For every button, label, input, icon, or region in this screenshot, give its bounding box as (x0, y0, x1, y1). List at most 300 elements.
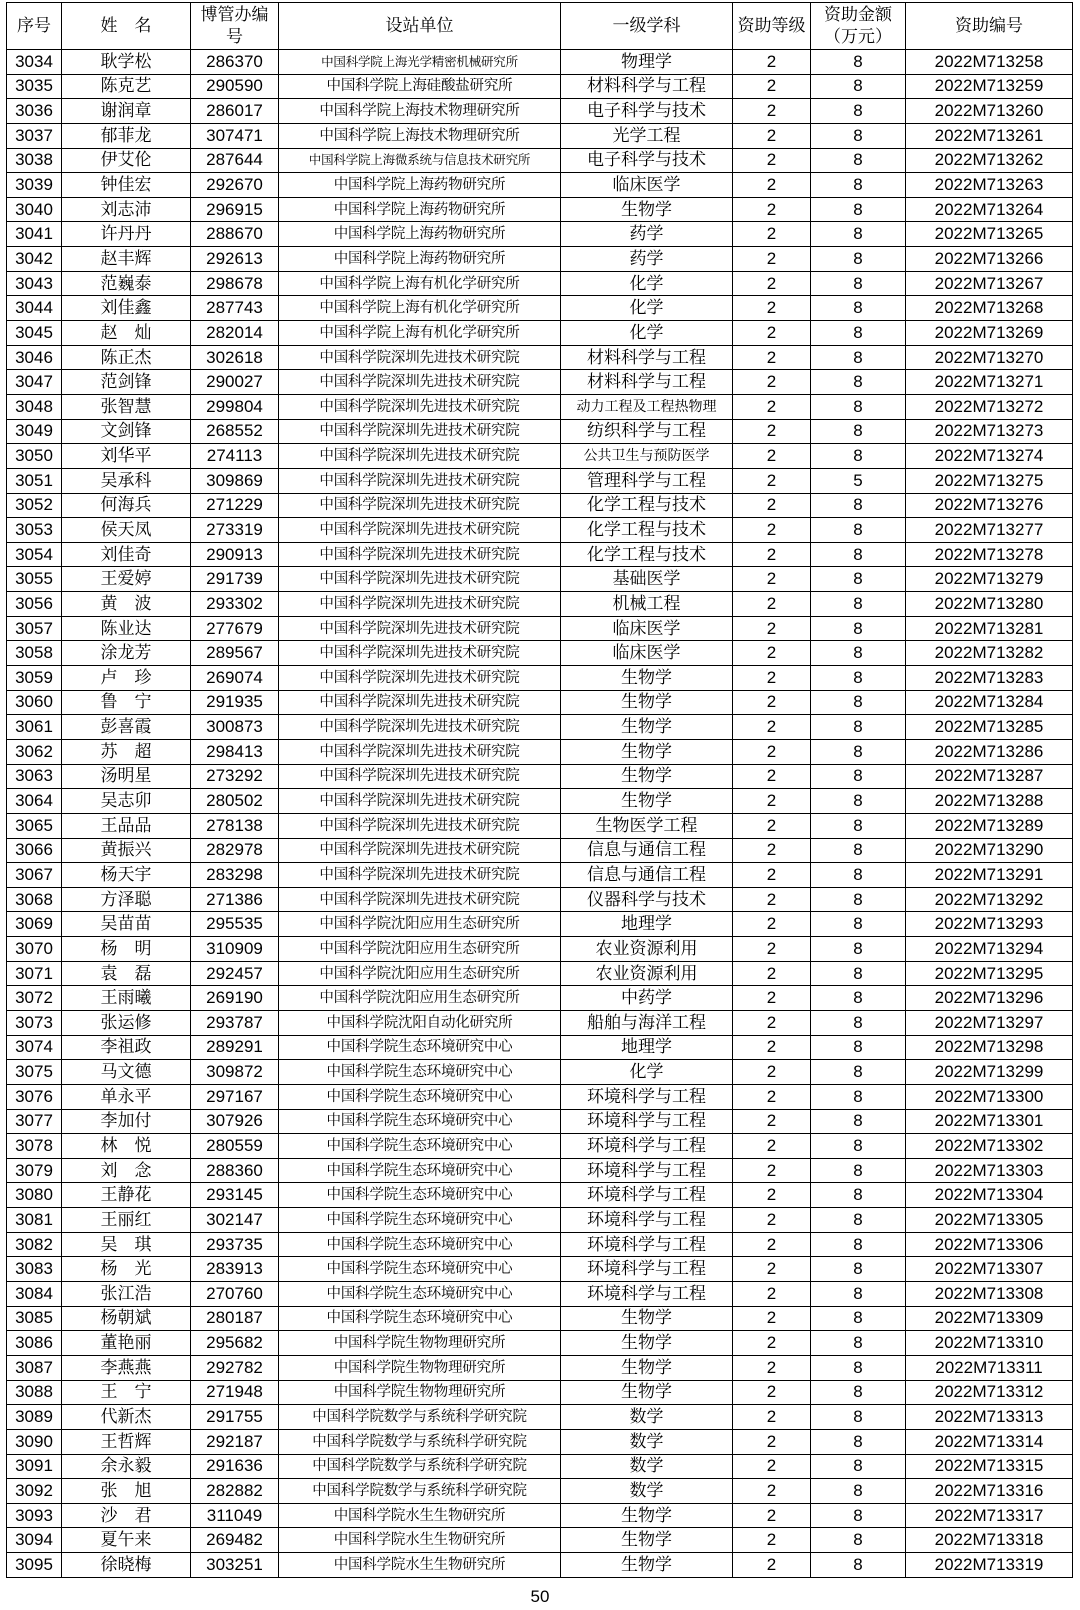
cell-seq: 3055 (7, 567, 62, 592)
cell-level: 2 (733, 74, 811, 99)
cell-name: 王品品 (62, 813, 191, 838)
table-row (7, 173, 1073, 198)
cell-code: 302147 (191, 1208, 279, 1233)
cell-amount: 8 (811, 271, 906, 296)
cell-grant: 2022M713278 (906, 542, 1073, 567)
cell-name: 张江浩 (62, 1282, 191, 1307)
cell-subject: 材料科学与工程 (561, 345, 733, 370)
cell-name: 范剑锋 (62, 370, 191, 395)
cell-name: 汤明星 (62, 764, 191, 789)
cell-code: 292613 (191, 247, 279, 272)
cell-unit: 中国科学院生态环境研究中心 (279, 1208, 561, 1233)
cell-subject: 化学 (561, 1060, 733, 1085)
table-row (7, 222, 1073, 247)
cell-seq: 3094 (7, 1528, 62, 1553)
cell-name: 王哲辉 (62, 1429, 191, 1454)
table-row (7, 99, 1073, 124)
cell-level: 2 (733, 1232, 811, 1257)
cell-name: 刘佳奇 (62, 542, 191, 567)
cell-name: 代新杰 (62, 1405, 191, 1430)
cell-unit: 中国科学院上海有机化学研究所 (279, 271, 561, 296)
cell-grant: 2022M713261 (906, 123, 1073, 148)
cell-code: 269482 (191, 1528, 279, 1553)
cell-amount: 8 (811, 690, 906, 715)
cell-amount: 8 (811, 912, 906, 937)
cell-amount: 8 (811, 1060, 906, 1085)
cell-level: 2 (733, 789, 811, 814)
cell-subject: 生物学 (561, 666, 733, 691)
cell-unit: 中国科学院上海药物研究所 (279, 222, 561, 247)
table-row (7, 394, 1073, 419)
cell-amount: 8 (811, 1503, 906, 1528)
cell-code: 293145 (191, 1183, 279, 1208)
cell-grant: 2022M713309 (906, 1306, 1073, 1331)
table-row (7, 50, 1073, 75)
cell-code: 280502 (191, 789, 279, 814)
cell-seq: 3046 (7, 345, 62, 370)
cell-grant: 2022M713299 (906, 1060, 1073, 1085)
cell-unit: 中国科学院上海药物研究所 (279, 197, 561, 222)
cell-amount: 8 (811, 739, 906, 764)
cell-level: 2 (733, 1429, 811, 1454)
cell-subject: 数学 (561, 1429, 733, 1454)
cell-code: 289291 (191, 1035, 279, 1060)
cell-name: 李祖政 (62, 1035, 191, 1060)
funding-table (6, 2, 1073, 1578)
cell-name: 董艳丽 (62, 1331, 191, 1356)
cell-name: 张运修 (62, 1010, 191, 1035)
cell-grant: 2022M713284 (906, 690, 1073, 715)
cell-unit: 中国科学院水生生物研究所 (279, 1528, 561, 1553)
cell-seq: 3080 (7, 1183, 62, 1208)
table-row (7, 641, 1073, 666)
cell-grant: 2022M713316 (906, 1479, 1073, 1504)
cell-subject: 化学 (561, 296, 733, 321)
cell-grant: 2022M713283 (906, 666, 1073, 691)
cell-grant: 2022M713275 (906, 468, 1073, 493)
cell-level: 2 (733, 444, 811, 469)
cell-unit: 中国科学院深圳先进技术研究院 (279, 715, 561, 740)
cell-name: 陈正杰 (62, 345, 191, 370)
header-code: 博管办编 号 (191, 3, 279, 50)
cell-subject: 化学工程与技术 (561, 518, 733, 543)
cell-amount: 8 (811, 838, 906, 863)
cell-grant: 2022M713274 (906, 444, 1073, 469)
cell-level: 2 (733, 813, 811, 838)
cell-seq: 3084 (7, 1282, 62, 1307)
cell-amount: 8 (811, 222, 906, 247)
cell-seq: 3044 (7, 296, 62, 321)
cell-name: 刘华平 (62, 444, 191, 469)
cell-unit: 中国科学院深圳先进技术研究院 (279, 592, 561, 617)
table-body (7, 50, 1073, 1578)
cell-amount: 8 (811, 961, 906, 986)
cell-name: 夏午来 (62, 1528, 191, 1553)
cell-unit: 中国科学院生态环境研究中心 (279, 1183, 561, 1208)
header-subject: 一级学科 (561, 3, 733, 50)
cell-code: 309872 (191, 1060, 279, 1085)
cell-amount: 8 (811, 641, 906, 666)
table-row (7, 715, 1073, 740)
table-row (7, 986, 1073, 1011)
cell-amount: 8 (811, 1257, 906, 1282)
cell-seq: 3071 (7, 961, 62, 986)
cell-code: 287743 (191, 296, 279, 321)
cell-name: 陈业达 (62, 616, 191, 641)
cell-grant: 2022M713286 (906, 739, 1073, 764)
cell-grant: 2022M713300 (906, 1084, 1073, 1109)
cell-grant: 2022M713258 (906, 50, 1073, 75)
table-row (7, 1282, 1073, 1307)
cell-amount: 8 (811, 247, 906, 272)
cell-unit: 中国科学院生态环境研究中心 (279, 1232, 561, 1257)
cell-level: 2 (733, 1134, 811, 1159)
cell-amount: 8 (811, 1429, 906, 1454)
cell-name: 吴 琪 (62, 1232, 191, 1257)
cell-unit: 中国科学院深圳先进技术研究院 (279, 468, 561, 493)
header-grant: 资助编号 (906, 3, 1073, 50)
cell-subject: 环境科学与工程 (561, 1282, 733, 1307)
cell-unit: 中国科学院深圳先进技术研究院 (279, 690, 561, 715)
cell-grant: 2022M713311 (906, 1355, 1073, 1380)
cell-amount: 8 (811, 715, 906, 740)
cell-seq: 3070 (7, 937, 62, 962)
cell-unit: 中国科学院生态环境研究中心 (279, 1035, 561, 1060)
cell-level: 2 (733, 1454, 811, 1479)
cell-unit: 中国科学院深圳先进技术研究院 (279, 518, 561, 543)
table-row (7, 148, 1073, 173)
table-row (7, 789, 1073, 814)
cell-seq: 3068 (7, 887, 62, 912)
cell-seq: 3048 (7, 394, 62, 419)
cell-grant: 2022M713291 (906, 863, 1073, 888)
cell-subject: 环境科学与工程 (561, 1158, 733, 1183)
cell-seq: 3065 (7, 813, 62, 838)
table-row (7, 444, 1073, 469)
cell-unit: 中国科学院上海微系统与信息技术研究所 (279, 148, 561, 173)
cell-name: 吴承科 (62, 468, 191, 493)
cell-unit: 中国科学院深圳先进技术研究院 (279, 345, 561, 370)
cell-subject: 生物医学工程 (561, 813, 733, 838)
cell-level: 2 (733, 937, 811, 962)
cell-amount: 8 (811, 99, 906, 124)
table-row (7, 1503, 1073, 1528)
cell-code: 309869 (191, 468, 279, 493)
cell-level: 2 (733, 1306, 811, 1331)
cell-amount: 8 (811, 1134, 906, 1159)
cell-amount: 8 (811, 1405, 906, 1430)
cell-code: 300873 (191, 715, 279, 740)
table-row (7, 1010, 1073, 1035)
table-row (7, 961, 1073, 986)
cell-subject: 生物学 (561, 197, 733, 222)
cell-level: 2 (733, 123, 811, 148)
cell-seq: 3038 (7, 148, 62, 173)
cell-level: 2 (733, 542, 811, 567)
cell-level: 2 (733, 1331, 811, 1356)
cell-code: 307926 (191, 1109, 279, 1134)
table-row (7, 247, 1073, 272)
cell-grant: 2022M713288 (906, 789, 1073, 814)
cell-level: 2 (733, 567, 811, 592)
cell-level: 2 (733, 1503, 811, 1528)
header-unit: 设站单位 (279, 3, 561, 50)
cell-grant: 2022M713306 (906, 1232, 1073, 1257)
cell-name: 赵 灿 (62, 321, 191, 346)
cell-grant: 2022M713280 (906, 592, 1073, 617)
cell-unit: 中国科学院深圳先进技术研究院 (279, 616, 561, 641)
cell-amount: 8 (811, 1158, 906, 1183)
cell-level: 2 (733, 641, 811, 666)
cell-subject: 生物学 (561, 1553, 733, 1578)
table-row (7, 1035, 1073, 1060)
table-row (7, 197, 1073, 222)
cell-code: 292670 (191, 173, 279, 198)
cell-code: 310909 (191, 937, 279, 962)
cell-code: 288670 (191, 222, 279, 247)
table-row (7, 1208, 1073, 1233)
cell-name: 徐晓梅 (62, 1553, 191, 1578)
cell-amount: 8 (811, 493, 906, 518)
cell-level: 2 (733, 296, 811, 321)
cell-level: 2 (733, 1282, 811, 1307)
cell-grant: 2022M713312 (906, 1380, 1073, 1405)
cell-name: 鲁 宁 (62, 690, 191, 715)
cell-unit: 中国科学院深圳先进技术研究院 (279, 789, 561, 814)
cell-subject: 材料科学与工程 (561, 74, 733, 99)
cell-subject: 环境科学与工程 (561, 1208, 733, 1233)
cell-grant: 2022M713263 (906, 173, 1073, 198)
header-name: 姓 名 (62, 3, 191, 50)
cell-unit: 中国科学院上海药物研究所 (279, 247, 561, 272)
cell-seq: 3087 (7, 1355, 62, 1380)
cell-level: 2 (733, 1479, 811, 1504)
cell-subject: 中药学 (561, 986, 733, 1011)
cell-level: 2 (733, 616, 811, 641)
cell-unit: 中国科学院深圳先进技术研究院 (279, 739, 561, 764)
cell-subject: 环境科学与工程 (561, 1257, 733, 1282)
cell-level: 2 (733, 715, 811, 740)
cell-seq: 3054 (7, 542, 62, 567)
cell-unit: 中国科学院沈阳应用生态研究所 (279, 986, 561, 1011)
cell-name: 范巍泰 (62, 271, 191, 296)
cell-unit: 中国科学院上海有机化学研究所 (279, 296, 561, 321)
table-row (7, 542, 1073, 567)
cell-seq: 3086 (7, 1331, 62, 1356)
cell-code: 269074 (191, 666, 279, 691)
table-row (7, 912, 1073, 937)
cell-amount: 8 (811, 197, 906, 222)
cell-unit: 中国科学院深圳先进技术研究院 (279, 641, 561, 666)
cell-code: 289567 (191, 641, 279, 666)
cell-subject: 环境科学与工程 (561, 1232, 733, 1257)
cell-code: 268552 (191, 419, 279, 444)
cell-name: 黄振兴 (62, 838, 191, 863)
cell-code: 283913 (191, 1257, 279, 1282)
cell-grant: 2022M713308 (906, 1282, 1073, 1307)
cell-code: 277679 (191, 616, 279, 641)
cell-unit: 中国科学院生态环境研究中心 (279, 1257, 561, 1282)
cell-name: 刘志沛 (62, 197, 191, 222)
cell-subject: 数学 (561, 1454, 733, 1479)
cell-code: 278138 (191, 813, 279, 838)
cell-subject: 数学 (561, 1479, 733, 1504)
cell-name: 李燕燕 (62, 1355, 191, 1380)
table-row (7, 937, 1073, 962)
cell-grant: 2022M713287 (906, 764, 1073, 789)
cell-amount: 8 (811, 1109, 906, 1134)
cell-code: 311049 (191, 1503, 279, 1528)
cell-unit: 中国科学院数学与系统科学研究院 (279, 1479, 561, 1504)
cell-name: 王丽红 (62, 1208, 191, 1233)
cell-subject: 生物学 (561, 764, 733, 789)
cell-level: 2 (733, 1208, 811, 1233)
table-row (7, 370, 1073, 395)
cell-amount: 8 (811, 1454, 906, 1479)
cell-level: 2 (733, 764, 811, 789)
cell-amount: 8 (811, 1355, 906, 1380)
cell-unit: 中国科学院上海有机化学研究所 (279, 321, 561, 346)
cell-amount: 8 (811, 863, 906, 888)
table-row (7, 1306, 1073, 1331)
cell-amount: 8 (811, 813, 906, 838)
cell-level: 2 (733, 912, 811, 937)
cell-seq: 3090 (7, 1429, 62, 1454)
cell-subject: 临床医学 (561, 173, 733, 198)
cell-level: 2 (733, 863, 811, 888)
cell-code: 302618 (191, 345, 279, 370)
cell-grant: 2022M713268 (906, 296, 1073, 321)
cell-code: 293787 (191, 1010, 279, 1035)
cell-grant: 2022M713271 (906, 370, 1073, 395)
table-header (7, 3, 1073, 50)
cell-seq: 3040 (7, 197, 62, 222)
cell-code: 286017 (191, 99, 279, 124)
cell-seq: 3073 (7, 1010, 62, 1035)
cell-amount: 8 (811, 592, 906, 617)
cell-amount: 8 (811, 1183, 906, 1208)
cell-grant: 2022M713295 (906, 961, 1073, 986)
cell-seq: 3079 (7, 1158, 62, 1183)
cell-unit: 中国科学院沈阳自动化研究所 (279, 1010, 561, 1035)
table-row (7, 1158, 1073, 1183)
cell-seq: 3088 (7, 1380, 62, 1405)
cell-name: 李加付 (62, 1109, 191, 1134)
cell-unit: 中国科学院深圳先进技术研究院 (279, 394, 561, 419)
cell-name: 伊艾伦 (62, 148, 191, 173)
table-row (7, 468, 1073, 493)
cell-subject: 生物学 (561, 1528, 733, 1553)
cell-grant: 2022M713297 (906, 1010, 1073, 1035)
cell-code: 295535 (191, 912, 279, 937)
cell-grant: 2022M713294 (906, 937, 1073, 962)
cell-grant: 2022M713282 (906, 641, 1073, 666)
cell-name: 侯天凤 (62, 518, 191, 543)
cell-code: 298678 (191, 271, 279, 296)
cell-code: 288360 (191, 1158, 279, 1183)
table-row (7, 345, 1073, 370)
cell-level: 2 (733, 961, 811, 986)
cell-seq: 3034 (7, 50, 62, 75)
cell-level: 2 (733, 1035, 811, 1060)
cell-seq: 3045 (7, 321, 62, 346)
cell-level: 2 (733, 518, 811, 543)
cell-unit: 中国科学院上海技术物理研究所 (279, 123, 561, 148)
cell-code: 280559 (191, 1134, 279, 1159)
cell-seq: 3052 (7, 493, 62, 518)
cell-name: 郁菲龙 (62, 123, 191, 148)
cell-unit: 中国科学院生态环境研究中心 (279, 1134, 561, 1159)
cell-seq: 3089 (7, 1405, 62, 1430)
cell-seq: 3060 (7, 690, 62, 715)
cell-amount: 8 (811, 1331, 906, 1356)
cell-amount: 8 (811, 444, 906, 469)
cell-amount: 8 (811, 123, 906, 148)
cell-code: 271386 (191, 887, 279, 912)
cell-amount: 8 (811, 370, 906, 395)
cell-name: 余永毅 (62, 1454, 191, 1479)
cell-level: 2 (733, 197, 811, 222)
cell-amount: 8 (811, 542, 906, 567)
cell-name: 王雨曦 (62, 986, 191, 1011)
cell-level: 2 (733, 739, 811, 764)
cell-name: 许丹丹 (62, 222, 191, 247)
cell-subject: 环境科学与工程 (561, 1109, 733, 1134)
cell-amount: 8 (811, 1084, 906, 1109)
cell-subject: 信息与通信工程 (561, 863, 733, 888)
cell-seq: 3072 (7, 986, 62, 1011)
cell-seq: 3057 (7, 616, 62, 641)
cell-grant: 2022M713269 (906, 321, 1073, 346)
cell-grant: 2022M713314 (906, 1429, 1073, 1454)
cell-seq: 3039 (7, 173, 62, 198)
cell-level: 2 (733, 1528, 811, 1553)
cell-level: 2 (733, 419, 811, 444)
cell-amount: 8 (811, 1010, 906, 1035)
cell-level: 2 (733, 345, 811, 370)
table-row (7, 616, 1073, 641)
cell-name: 刘 念 (62, 1158, 191, 1183)
cell-grant: 2022M713292 (906, 887, 1073, 912)
cell-grant: 2022M713266 (906, 247, 1073, 272)
cell-unit: 中国科学院数学与系统科学研究院 (279, 1454, 561, 1479)
cell-code: 295682 (191, 1331, 279, 1356)
cell-name: 吴志卯 (62, 789, 191, 814)
cell-unit: 中国科学院深圳先进技术研究院 (279, 370, 561, 395)
table-row (7, 1405, 1073, 1430)
cell-name: 苏 超 (62, 739, 191, 764)
cell-subject: 生物学 (561, 1503, 733, 1528)
cell-level: 2 (733, 493, 811, 518)
cell-unit: 中国科学院生物物理研究所 (279, 1331, 561, 1356)
cell-seq: 3093 (7, 1503, 62, 1528)
cell-unit: 中国科学院生态环境研究中心 (279, 1282, 561, 1307)
cell-subject: 生物学 (561, 1306, 733, 1331)
table-row (7, 1060, 1073, 1085)
cell-seq: 3078 (7, 1134, 62, 1159)
cell-amount: 8 (811, 345, 906, 370)
cell-code: 292457 (191, 961, 279, 986)
cell-code: 287644 (191, 148, 279, 173)
cell-unit: 中国科学院深圳先进技术研究院 (279, 813, 561, 838)
document-page (6, 2, 1072, 1578)
cell-level: 2 (733, 1183, 811, 1208)
cell-subject: 地理学 (561, 1035, 733, 1060)
cell-seq: 3041 (7, 222, 62, 247)
cell-name: 刘佳鑫 (62, 296, 191, 321)
cell-subject: 药学 (561, 222, 733, 247)
cell-code: 283298 (191, 863, 279, 888)
